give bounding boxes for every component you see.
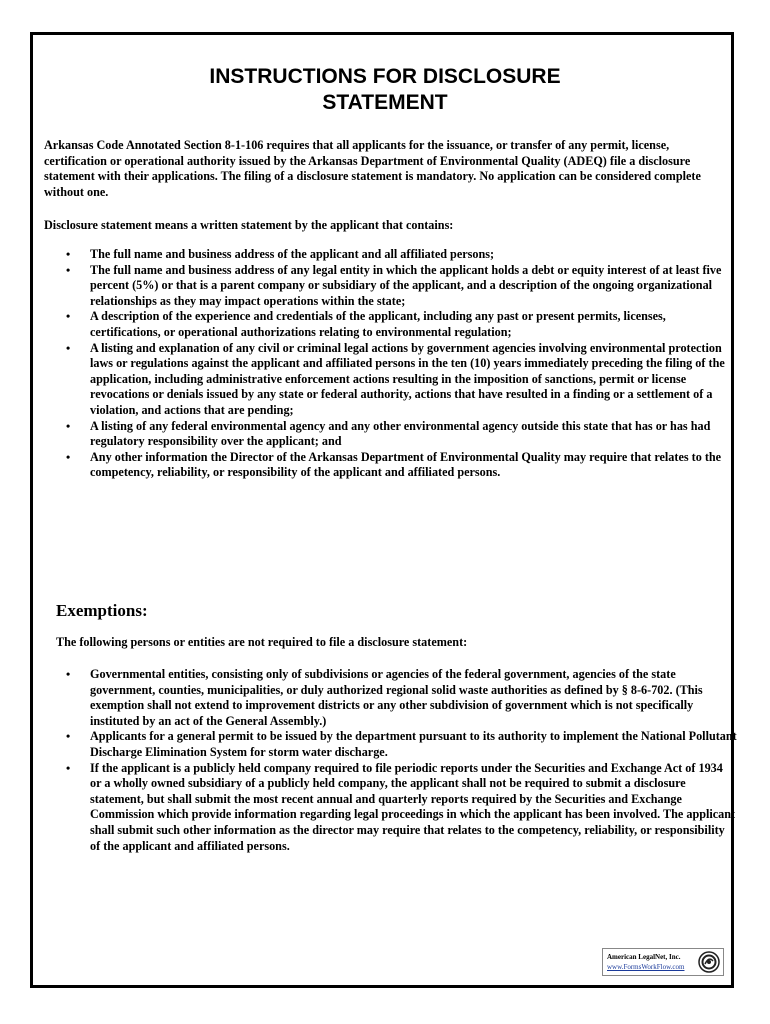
title-line-1: INSTRUCTIONS FOR DISCLOSURE: [209, 65, 561, 88]
bullet-icon: •: [66, 262, 71, 277]
bullet-icon: •: [66, 449, 71, 464]
bullet-icon: •: [66, 729, 71, 744]
list-item-text: A listing and explanation of any civil or criminal legal actions by government agencies involving environmental protection laws or regulations against the applicant and affiliated persons in the ten (10) years immediately preceding the filing of the application, including administrative enforcement actions resulting in the imposition of sanctions, permit or license revocations or denials issued by any state or federal authority, actions that have resulted in a finding or a settlement of a violation, and actions that are pending;: [90, 340, 725, 417]
list-item-text: A listing of any federal environmental agency and any other environmental agency outside this state that has or has had regulatory responsibility over the applicant; and: [90, 418, 711, 449]
bullet-icon: •: [66, 247, 71, 261]
definition-lead: Disclosure statement means a written statement by the applicant that contains:: [44, 218, 454, 232]
intro-paragraph: Arkansas Code Annotated Section 8-1-106 requires that all applicants for the issuance, or transfer of any permit, license, certification or operational authority issued by the Arkansas Department of Environmental Quality (ADEQ) file a disclosure statement with their applications. The filing of a disclosure statement is mandatory. No application can be considered complete without one.: [44, 138, 701, 199]
exemptions-list: [66, 667, 737, 854]
bullet-icon: •: [66, 418, 71, 433]
list-item-text: The full name and business address of any legal entity in which the applicant holds a debt or equity interest of at least five percent (5%) or that is a parent company or subsidiary of the applicant, and a description of the ongoing organizational relationships as they may impact operations within the state;: [90, 262, 722, 308]
list-item: [66, 341, 734, 419]
list-item: [66, 247, 734, 263]
list-item: [66, 450, 734, 481]
title-line-2: STATEMENT: [322, 91, 448, 114]
list-item-text: The full name and business address of the applicant and all affiliated persons;: [90, 247, 495, 261]
list-item-text: If the applicant is a publicly held company required to file periodic reports under the Securities and Exchange Act of 1934 or a wholly owned subsidiary of a publicly held company, the applicant shall not be required to submit a disclosure statement, but shall submit the most recent annual and quarterly reports required by the Securities and Exchange Commission which provide information regarding legal proceedings in which the applicant has been involved. The applicant shall submit such other information as the director may require that relates to the competency, reliability, or responsibility of the applicant and affiliated persons.: [90, 760, 736, 853]
bullet-icon: •: [66, 340, 71, 355]
list-item: [66, 729, 737, 760]
bullet-icon: •: [66, 309, 71, 324]
list-item: [66, 263, 734, 310]
list-item: [66, 309, 734, 340]
publisher-name: American LegalNet, Inc.: [607, 953, 681, 961]
publisher-logo-icon: [698, 951, 720, 973]
list-item: [66, 419, 734, 450]
list-item-text: Applicants for a general permit to be issued by the department pursuant to its authority to implement the National Pollutant Discharge Elimination System for storm water discharge.: [90, 729, 737, 759]
publisher-badge: [602, 948, 724, 976]
contents-list: [66, 247, 734, 481]
publisher-website-link[interactable]: www.FormsWorkFlow.com: [607, 963, 685, 971]
list-item-text: A description of the experience and credentials of the applicant, including any past or present permits, licenses, certifications, or operational authorizations relating to environmental regulation;: [90, 309, 666, 339]
bullet-icon: •: [66, 667, 71, 681]
document-title: [33, 64, 737, 116]
exemptions-lead: The following persons or entities are not required to file a disclosure statement:: [56, 635, 468, 649]
list-item: [66, 761, 737, 855]
bullet-icon: •: [66, 760, 71, 775]
list-item-text: Any other information the Director of the Arkansas Department of Environmental Quality may require that relates to the competency, reliability, or responsibility of the applicant and affiliated persons.: [90, 449, 722, 480]
list-item: [66, 667, 737, 729]
list-item-text: Governmental entities, consisting only of subdivisions or agencies of the federal government, agencies of the state government, counties, municipalities, or duly authorized regional solid waste authorities as defined by § 8-6-702. (This exemption shall not extend to improvement districts or any other subdivision of government which is not specifically instituted by an act of the General Assembly.): [90, 667, 703, 728]
exemptions-heading: Exemptions:: [56, 601, 148, 620]
